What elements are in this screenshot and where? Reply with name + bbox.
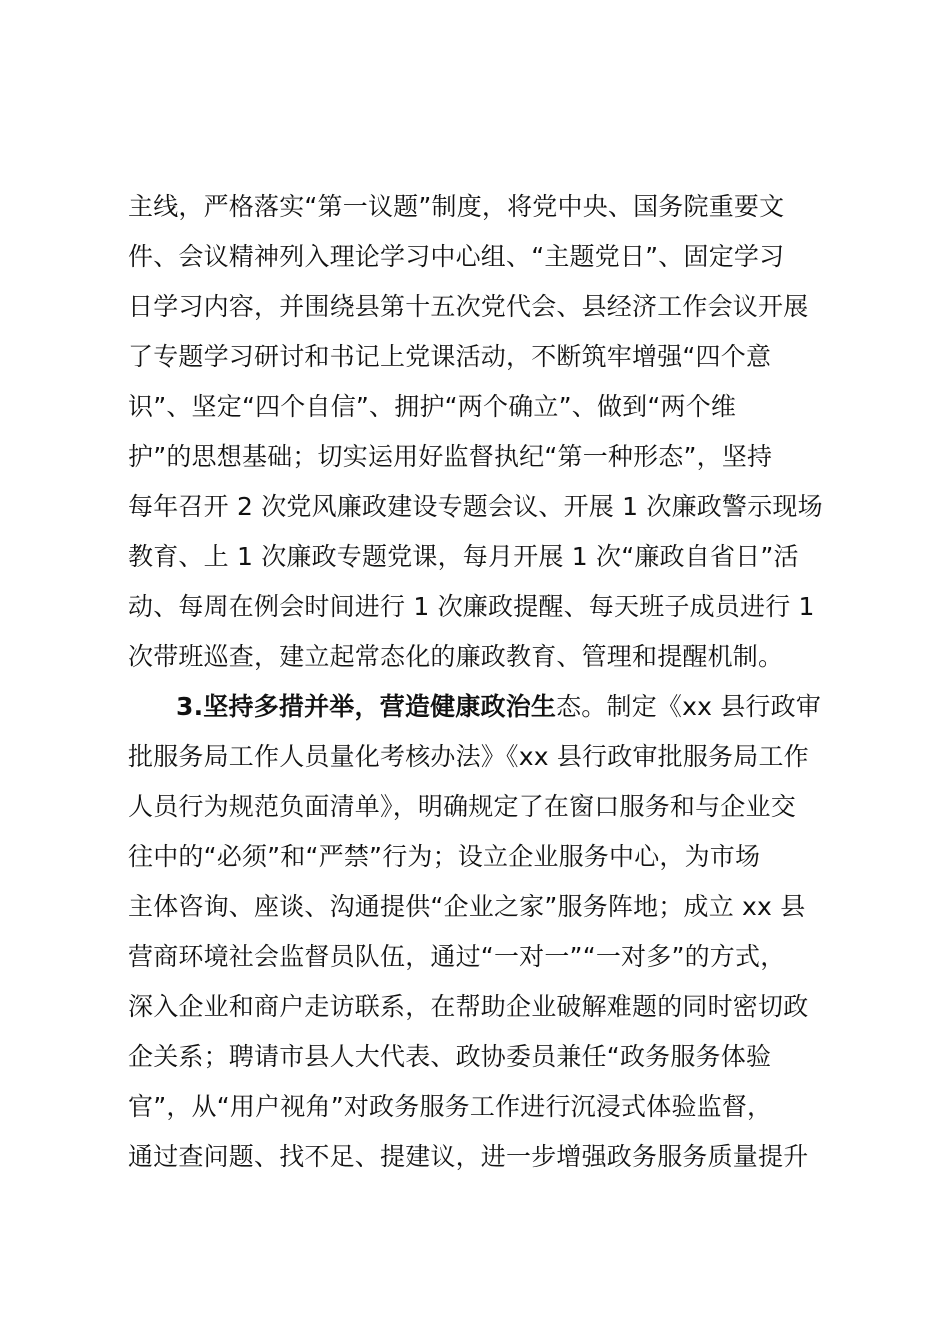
text-line: 通过查问题、找不足、提建议，进一步增强政务服务质量提升: [128, 1142, 809, 1171]
text-line: 次带班巡查，建立起常态化的廉政教育、管理和提醒机制。: [128, 642, 784, 671]
text-line: 主线，严格落实“第一议题”制度，将党中央、国务院重要文: [128, 192, 785, 221]
text-line: 了专题学习研讨和书记上党课活动，不断筑牢增强“四个意: [128, 342, 772, 371]
text-line: 官”，从“用户视角”对政务服务工作进行沉浸式体验监督，: [128, 1092, 773, 1121]
text-line: 营商环境社会监督员队伍，通过“一对一”“一对多”的方式，: [128, 942, 786, 971]
text-line: 深入企业和商户走访联系，在帮助企业破解难题的同时密切政: [128, 992, 809, 1021]
text-line: 件、会议精神列入理论学习中心组、“主题党日”、固定学习: [128, 242, 785, 271]
text-line: 企关系；聘请市县人大代表、政协委员兼任“政务服务体验: [128, 1042, 772, 1071]
text-line: 往中的“必须”和“严禁”行为；设立企业服务中心，为市场: [128, 842, 761, 871]
text-line: 教育、上 1 次廉政专题党课，每月开展 1 次“廉政自省日”活: [128, 542, 799, 571]
section-heading: 3.坚持多措并举，营造健康政治生: [176, 692, 557, 721]
text-line: 日学习内容，并围绕县第十五次党代会、县经济工作会议开展: [128, 292, 809, 321]
paragraph-first-line: [176, 682, 916, 732]
text-line: 人员行为规范负面清单》，明确规定了在窗口服务和与企业交: [128, 792, 796, 821]
text-line: 主体咨询、座谈、沟通提供“企业之家”服务阵地；成立 xx 县: [128, 892, 806, 921]
text-line: 识”、坚定“四个自信”、拥护“两个确立”、做到“两个维: [128, 392, 737, 421]
text-line: 动、每周在例会时间进行 1 次廉政提醒、每天班子成员进行 1: [128, 592, 815, 621]
text-line: 每年召开 2 次党风廉政建设专题会议、开展 1 次廉政警示现场: [128, 492, 823, 521]
text-line: 批服务局工作人员量化考核办法》《xx 县行政审批服务局工作: [128, 742, 809, 771]
text-line: 护”的思想基础；切实运用好监督执纪“第一种形态”，坚持: [128, 442, 773, 471]
heading-continuation: 态。制定《xx 县行政审: [556, 692, 822, 721]
